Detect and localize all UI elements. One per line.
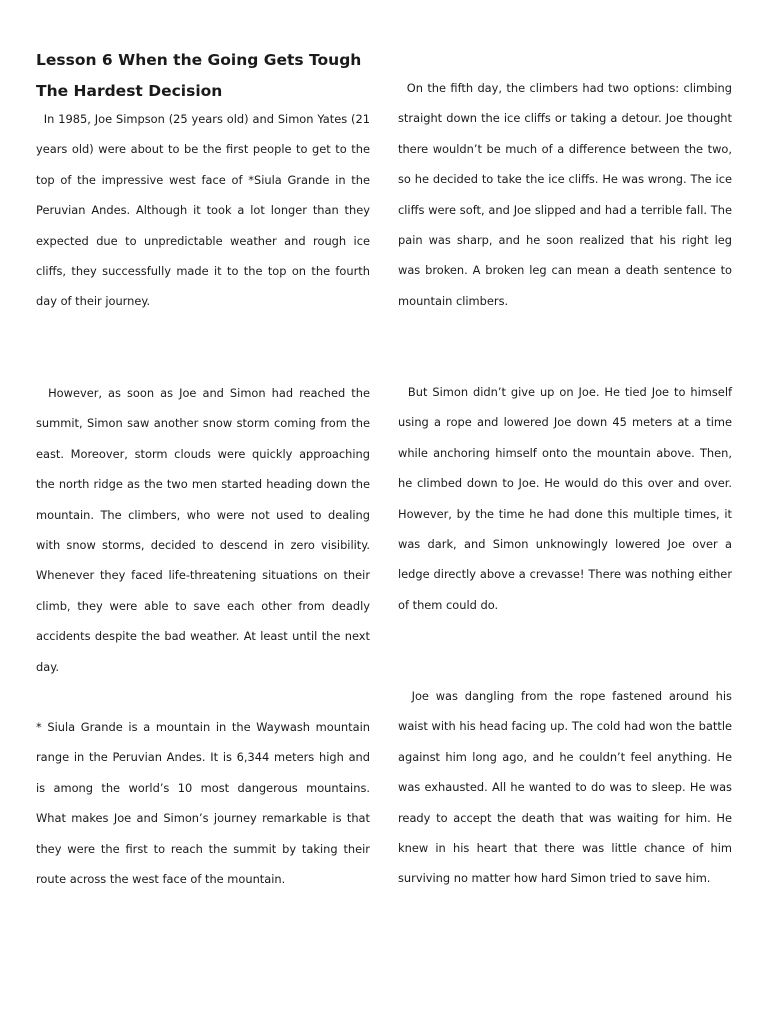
- footnote-siula-grande: * Siula Grande is a mountain in the Waywash mountain range in the Peruvian Andes. It is 6,344 meters high and is among the world’s 10 most dangerous mountains. What makes Joe and Simon’s journey remarkable is that they were the first to reach the summit by taking their route across the west face of the mountain.: [36, 720, 370, 887]
- story-title: The Hardest Decision: [36, 82, 223, 100]
- paragraph-fall: On the fifth day, the climbers had two options: climbing straight down the ice cliffs or taking a detour. Joe thought there wouldn’t be much of a difference between the two, so he decided to take the ice cliffs. He was wrong. The ice cliffs were soft, and Joe slipped and had a terrible fall. The pain was sharp, and he soon realized that his right leg was broken. A broken leg can mean a death sentence to mountain climbers.: [398, 81, 736, 308]
- paragraph-dangling: Joe was dangling from the rope fastened around his waist with his head facing up. The cold had won the battle against him long ago, and he couldn’t feel anything. He was exhausted. All he wanted to do was to sleep. He was ready to accept the death that was waiting for him. He knew in his heart that there was little chance of him surviving no matter how hard Simon tried to save him.: [398, 689, 736, 886]
- paragraph-intro: In 1985, Joe Simpson (25 years old) and Simon Yates (21 years old) were about to be the first people to get to the top of the impressive west face of *Siula Grande in the Peruvian Andes. Although it took a lot longer than they expected due to unpredictable weather and rough ice cliffs, they successfully made it to the top on the fourth day of their journey.: [36, 112, 374, 309]
- lesson-title: Lesson 6 When the Going Gets Tough: [36, 51, 362, 69]
- paragraph-summit-storm: However, as soon as Joe and Simon had reached the summit, Simon saw another snow storm coming from the east. Moreover, storm clouds were quickly approaching the north ridge as the two men started heading down the mountain. The climbers, who were not used to dealing with snow storms, decided to descend in zero visibility. Whenever they faced life-threatening situations on their climb, they were able to save each other from deadly accidents despite the bad weather. At least until the next day.: [36, 386, 374, 674]
- paragraph-rescue: But Simon didn’t give up on Joe. He tied Joe to himself using a rope and lowered Joe down 45 meters at a time while anchoring himself onto the mountain above. Then, he climbed down to Joe. He would do this over and over. However, by the time he had done this multiple times, it was dark, and Simon unknowingly lowered Joe over a ledge directly above a crevasse! There was nothing either of them could do.: [398, 385, 736, 612]
